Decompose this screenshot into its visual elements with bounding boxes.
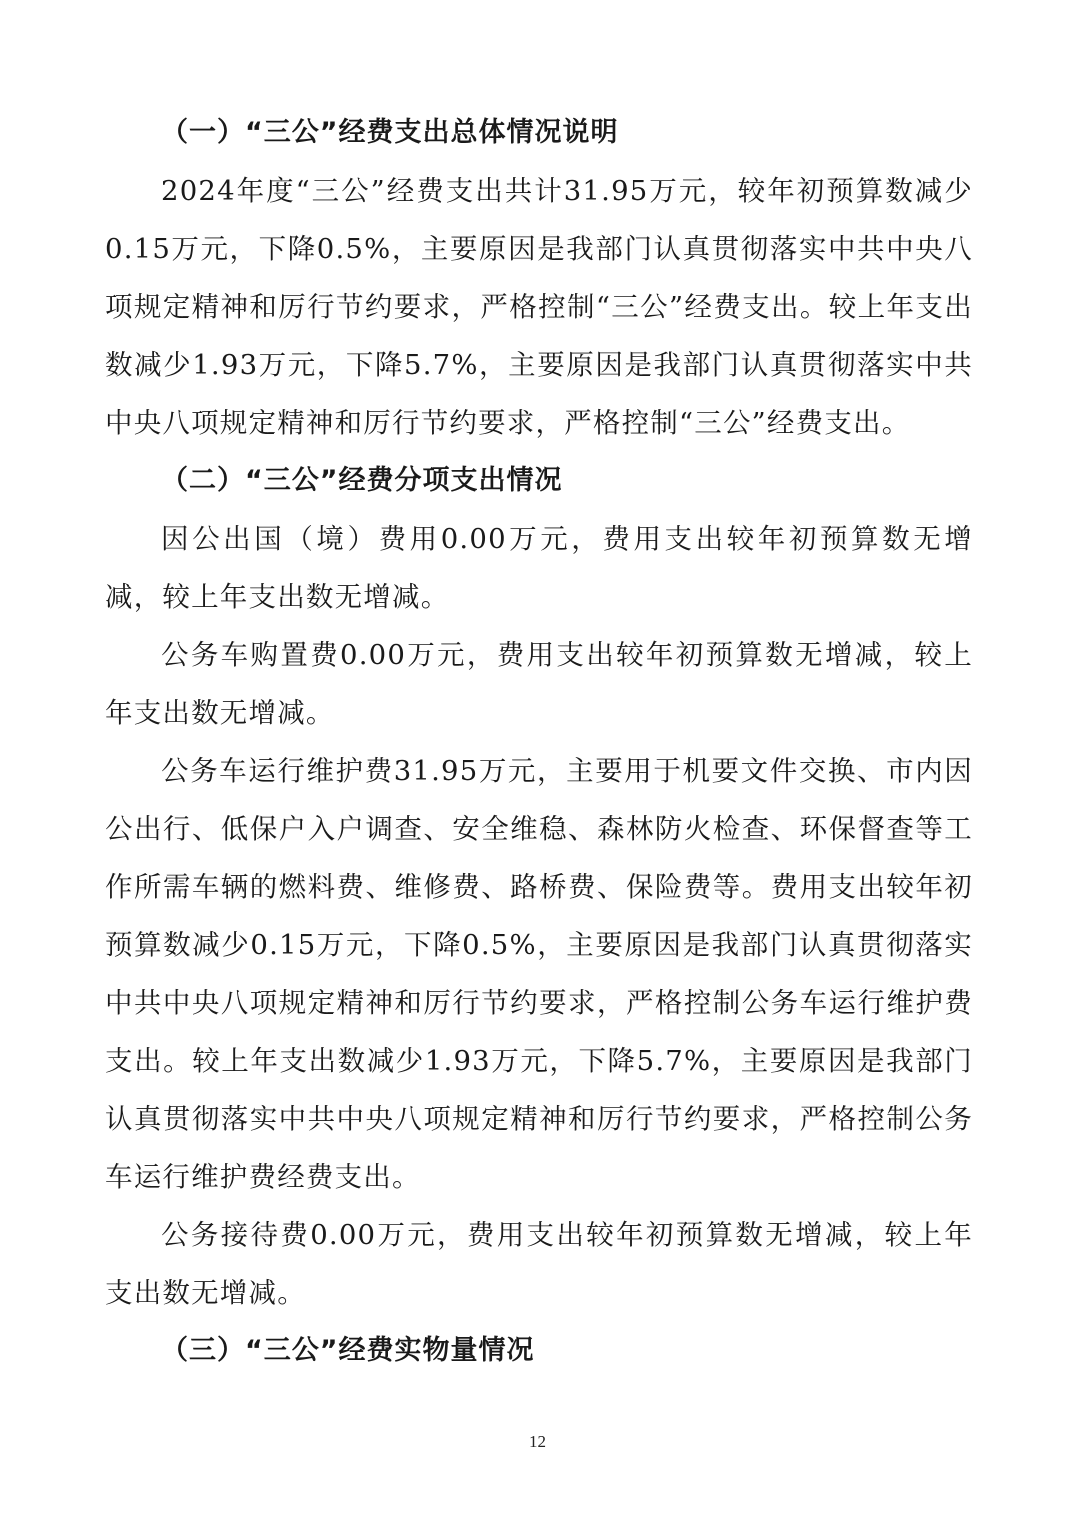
- section-heading-1: （一）“三公”经费支出总体情况说明: [161, 117, 619, 148]
- paragraph-overseas-travel: 因公出国（境）费用0.00万元，费用支出较年初预算数无增减，较上年支出数无增减。: [105, 523, 973, 613]
- page-number: 12: [529, 1432, 546, 1451]
- paragraph-vehicle-purchase: 公务车购置费0.00万元，费用支出较年初预算数无增减，较上年支出数无增减。: [105, 639, 973, 729]
- section-heading-3: （三）“三公”经费实物量情况: [161, 1335, 535, 1366]
- section-heading-2: （二）“三公”经费分项支出情况: [161, 465, 563, 496]
- paragraph-overall-summary: 2024年度“三公”经费支出共计31.95万元，较年初预算数减少0.15万元，下降0.5%，主要原因是我部门认真贯彻落实中共中央八项规定精神和厉行节约要求，严格控制“三公”经费支出。较上年支出数减少1.93万元，下降5.7%，主要原因是我部门认真贯彻落实中共中央八项规定精神和厉行节约要求，严格控制“三公”经费支出。: [105, 175, 973, 439]
- paragraph-official-reception: 公务接待费0.00万元，费用支出较年初预算数无增减，较上年支出数无增减。: [105, 1219, 973, 1309]
- page-body: [105, 104, 973, 1380]
- paragraph-vehicle-operation: 公务车运行维护费31.95万元，主要用于机要文件交换、市内因公出行、低保户入户调查、安全维稳、森林防火检查、环保督查等工作所需车辆的燃料费、维修费、路桥费、保险费等。费用支出较年初预算数减少0.15万元，下降0.5%，主要原因是我部门认真贯彻落实中共中央八项规定精神和厉行节约要求，严格控制公务车运行维护费支出。较上年支出数减少1.93万元，下降5.7%，主要原因是我部门认真贯彻落实中共中央八项规定精神和厉行节约要求，严格控制公务车运行维护费经费支出。: [105, 755, 973, 1193]
